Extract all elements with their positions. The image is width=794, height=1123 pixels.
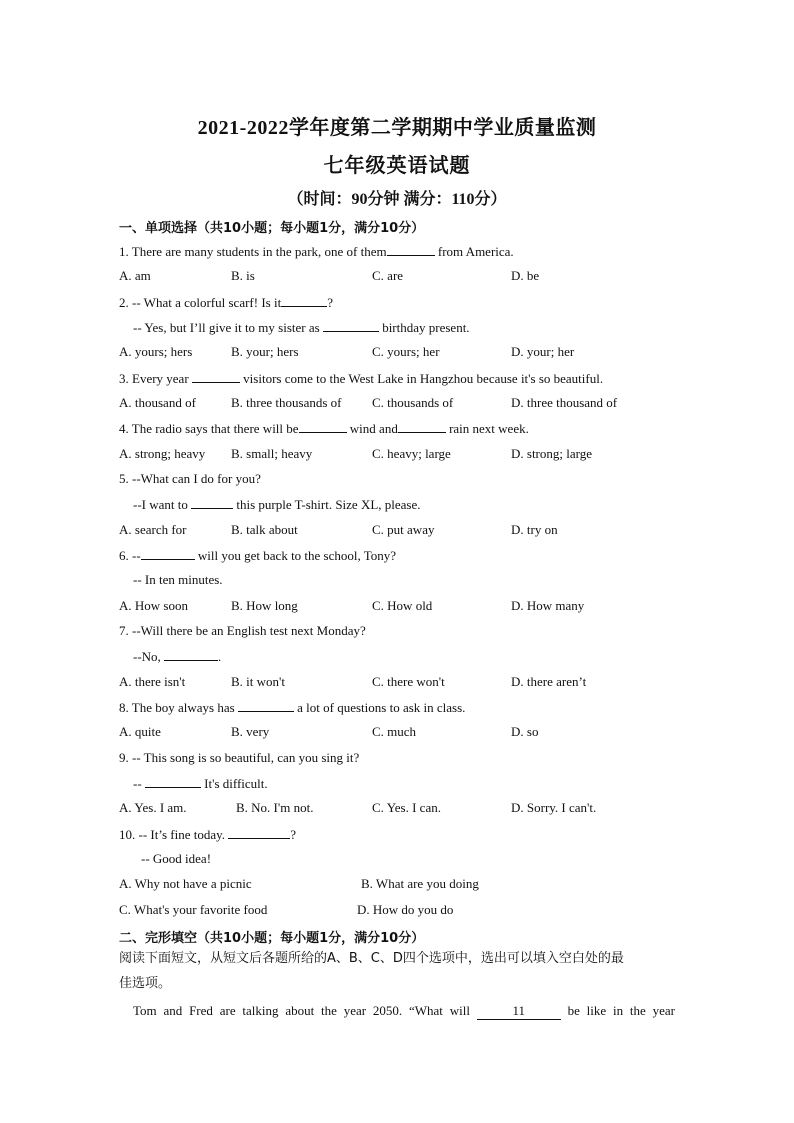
q4-option-c: C. heavy; large bbox=[372, 446, 451, 461]
question-4-stem: 4. The radio says that there will be wind and rain next week. bbox=[119, 421, 529, 436]
q10-option-a: A. Why not have a picnic bbox=[119, 876, 252, 891]
passage-word: the bbox=[321, 1003, 337, 1018]
question-7-reply: --No, . bbox=[133, 649, 222, 664]
passage-word: talking bbox=[242, 1003, 279, 1018]
question-8-stem: 8. The boy always has a lot of questions to ask in class. bbox=[119, 700, 466, 715]
q3-option-a: A. thousand of bbox=[119, 395, 196, 410]
question-3-stem: 3. Every year visitors come to the West Lake in Hangzhou because it's so beautiful. bbox=[119, 371, 604, 386]
passage-word: 2050. bbox=[372, 1003, 403, 1018]
q5-option-d: D. try on bbox=[511, 522, 558, 537]
passage-word: year bbox=[343, 1003, 367, 1018]
q7-option-b: B. it won't bbox=[231, 674, 285, 689]
q8-option-a: A. quite bbox=[119, 724, 161, 739]
q9-option-c: C. Yes. I can. bbox=[372, 800, 441, 815]
exam-info: （时间：90分钟 满分：110分） bbox=[287, 191, 507, 208]
section2-heading: 二、完形填空（共10小题；每小题1分，满分10分） bbox=[119, 931, 425, 946]
q8-option-d: D. so bbox=[511, 724, 539, 739]
q6-option-c: C. How old bbox=[372, 598, 433, 613]
q10-option-c: C. What's your favorite food bbox=[119, 902, 268, 917]
passage-word: be bbox=[567, 1003, 580, 1018]
passage-word: like bbox=[586, 1003, 607, 1018]
q5-option-c: C. put away bbox=[372, 522, 435, 537]
q3-option-b: B. three thousands of bbox=[231, 395, 342, 410]
q3-option-c: C. thousands of bbox=[372, 395, 454, 410]
section2-instruction-line2: 佳选项。 bbox=[119, 976, 172, 991]
passage-word: “What bbox=[408, 1003, 443, 1018]
q4-option-a: A. strong; heavy bbox=[119, 446, 206, 461]
passage-word: will bbox=[449, 1003, 470, 1018]
question-9-reply: -- It's difficult. bbox=[133, 776, 268, 791]
question-10-stem: 10. -- It’s fine today. ? bbox=[119, 827, 297, 842]
question-6-reply: -- In ten minutes. bbox=[133, 572, 223, 587]
q10-option-d: D. How do you do bbox=[357, 902, 454, 917]
q8-option-b: B. very bbox=[231, 724, 270, 739]
question-6-stem: 6. -- will you get back to the school, Tony? bbox=[119, 548, 397, 563]
passage-word: Fred bbox=[189, 1003, 213, 1018]
q1-option-d: D. be bbox=[511, 268, 540, 283]
q7-option-c: C. there won't bbox=[372, 674, 445, 689]
q7-option-d: D. there aren’t bbox=[511, 674, 587, 689]
q6-option-b: B. How long bbox=[231, 598, 298, 613]
exam-subtitle: 七年级英语试题 bbox=[323, 155, 471, 177]
section1-heading: 一、单项选择（共10小题；每小题1分，满分10分） bbox=[119, 221, 425, 236]
question-7-stem: 7. --Will there be an English test next Monday? bbox=[119, 623, 366, 638]
passage-word: about bbox=[285, 1003, 315, 1018]
question-5-stem: 5. --What can I do for you? bbox=[119, 471, 261, 486]
q6-option-d: D. How many bbox=[511, 598, 585, 613]
q8-option-c: C. much bbox=[372, 724, 417, 739]
q3-option-d: D. three thousand of bbox=[511, 395, 618, 410]
q1-option-b: B. is bbox=[231, 268, 255, 283]
q1-option-c: C. are bbox=[372, 268, 404, 283]
q5-option-b: B. talk about bbox=[231, 522, 298, 537]
question-5-reply: --I want to this purple T-shirt. Size XL, please. bbox=[133, 497, 421, 512]
q2-option-c: C. yours; her bbox=[372, 344, 440, 359]
cloze-blank-11: 11 bbox=[477, 1003, 561, 1020]
q4-option-b: B. small; heavy bbox=[231, 446, 313, 461]
passage-word: and bbox=[163, 1003, 183, 1018]
question-2-stem: 2. -- What a colorful scarf! Is it ? bbox=[119, 295, 333, 310]
q1-option-a: A. am bbox=[119, 268, 151, 283]
passage-word: Tom bbox=[133, 1003, 157, 1018]
passage-word: year bbox=[652, 1003, 675, 1018]
question-10-reply: -- Good idea! bbox=[141, 851, 212, 866]
q6-option-a: A. How soon bbox=[119, 598, 188, 613]
question-2-reply: -- Yes, but I’ll give it to my sister as birthday present. bbox=[133, 320, 470, 335]
passage-first-line bbox=[133, 1003, 675, 1020]
q9-option-b: B. No. I'm not. bbox=[236, 800, 314, 815]
passage-word: in bbox=[612, 1003, 624, 1018]
section2-instruction-line1: 阅读下面短文，从短文后各题所给的A、B、C、D四个选项中，选出可以填入空白处的最 bbox=[119, 951, 624, 966]
q9-option-a: A. Yes. I am. bbox=[119, 800, 187, 815]
q7-option-a: A. there isn't bbox=[119, 674, 186, 689]
q9-option-d: D. Sorry. I can't. bbox=[511, 800, 597, 815]
q10-option-b: B. What are you doing bbox=[361, 876, 479, 891]
question-1-stem: 1. There are many students in the park, one of them from America. bbox=[119, 244, 514, 259]
q2-option-b: B. your; hers bbox=[231, 344, 299, 359]
passage-word: are bbox=[219, 1003, 236, 1018]
q5-option-a: A. search for bbox=[119, 522, 187, 537]
exam-title: 2021-2022学年度第二学期期中学业质量监测 bbox=[197, 117, 597, 139]
q2-option-d: D. your; her bbox=[511, 344, 575, 359]
q4-option-d: D. strong; large bbox=[511, 446, 592, 461]
q2-option-a: A. yours; hers bbox=[119, 344, 193, 359]
question-9-stem: 9. -- This song is so beautiful, can you sing it? bbox=[119, 750, 360, 765]
passage-word: the bbox=[629, 1003, 646, 1018]
